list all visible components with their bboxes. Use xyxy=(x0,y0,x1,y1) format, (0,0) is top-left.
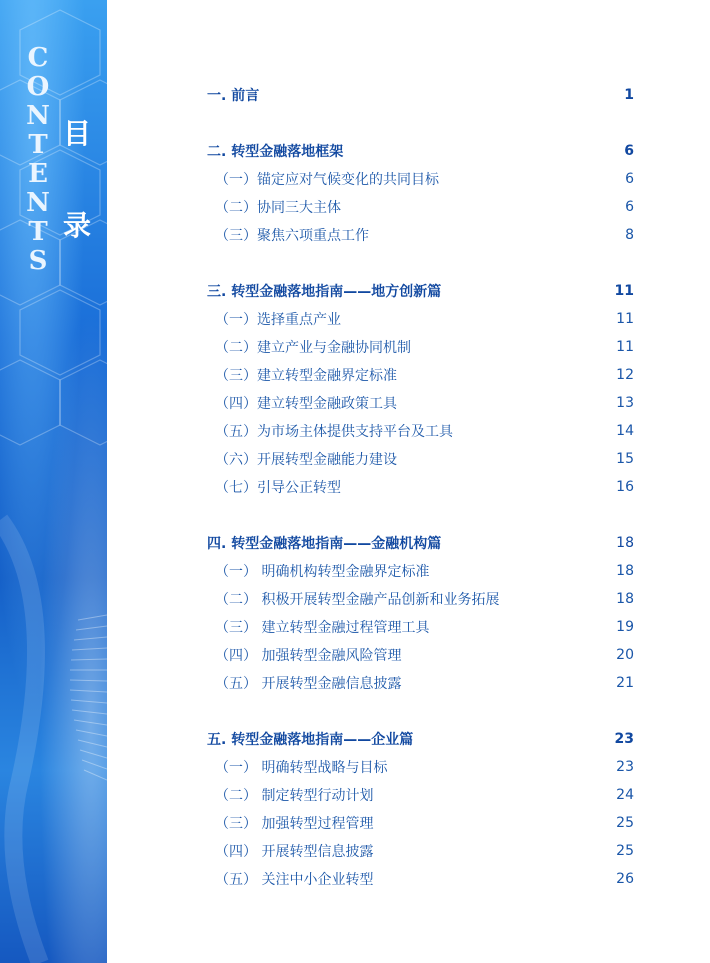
toc-entry-title: 二. 转型金融落地框架 xyxy=(207,144,344,160)
toc-subsection-item[interactable] xyxy=(207,840,637,862)
toc-entry-title: 五. 转型金融落地指南——企业篇 xyxy=(207,732,414,748)
toc-section-heading[interactable] xyxy=(207,84,637,106)
toc-entry-title: （二） 制定转型行动计划 xyxy=(215,788,374,804)
toc-subsection-item[interactable] xyxy=(207,196,637,218)
toc-page-number: 6 xyxy=(625,199,634,215)
toc-section-heading[interactable] xyxy=(207,280,637,302)
toc-entry-title: （六）开展转型金融能力建设 xyxy=(215,452,397,468)
toc-page-number: 23 xyxy=(616,759,634,775)
contents-chinese-bottom: 录 xyxy=(62,209,91,242)
toc-entry-title: 四. 转型金融落地指南——金融机构篇 xyxy=(207,536,442,552)
toc-page-number: 8 xyxy=(625,227,634,243)
toc-page-number: 24 xyxy=(616,787,634,803)
toc-page-number: 20 xyxy=(616,647,634,663)
toc-page-number: 18 xyxy=(616,591,634,607)
toc-entry-title: （四） 加强转型金融风险管理 xyxy=(215,648,402,664)
toc-entry-title: （三） 加强转型过程管理 xyxy=(215,816,374,832)
toc-entry-title: （二）建立产业与金融协同机制 xyxy=(215,340,411,356)
toc-page-number: 11 xyxy=(616,339,634,355)
toc-page-number: 11 xyxy=(614,283,634,299)
contents-english-label: CONTENTS xyxy=(26,43,50,276)
toc-section-heading[interactable] xyxy=(207,728,637,750)
toc-entry-title: （五）为市场主体提供支持平台及工具 xyxy=(215,424,453,440)
toc-subsection-item[interactable] xyxy=(207,308,637,330)
toc-entry-title: （四）建立转型金融政策工具 xyxy=(215,396,397,412)
toc-page-number: 12 xyxy=(616,367,634,383)
toc-entry-title: （五） 开展转型金融信息披露 xyxy=(215,676,402,692)
toc-page-number: 21 xyxy=(616,675,634,691)
toc-subsection-item[interactable] xyxy=(207,588,637,610)
toc-page-number: 16 xyxy=(616,479,634,495)
toc-entry-title: （一） 明确转型战略与目标 xyxy=(215,760,388,776)
toc-subsection-item[interactable] xyxy=(207,420,637,442)
toc-subsection-item[interactable] xyxy=(207,812,637,834)
toc-page-number: 15 xyxy=(616,451,634,467)
toc-page-number: 23 xyxy=(614,731,634,747)
toc-entry-title: （五） 关注中小企业转型 xyxy=(215,872,374,888)
toc-subsection-item[interactable] xyxy=(207,336,637,358)
toc-subsection-item[interactable] xyxy=(207,476,637,498)
toc-page-number: 18 xyxy=(616,535,634,551)
toc-page-number: 26 xyxy=(616,871,634,887)
toc-page-number: 6 xyxy=(625,171,634,187)
toc-page-number: 11 xyxy=(616,311,634,327)
toc-section-heading[interactable] xyxy=(207,140,637,162)
toc-subsection-item[interactable] xyxy=(207,364,637,386)
toc-entry-title: （一）锚定应对气候变化的共同目标 xyxy=(215,172,439,188)
toc-page-number: 25 xyxy=(616,815,634,831)
toc-entry-title: （四） 开展转型信息披露 xyxy=(215,844,374,860)
toc-entry-title: （七）引导公正转型 xyxy=(215,480,341,496)
toc-entry-title: （二）协同三大主体 xyxy=(215,200,341,216)
toc-subsection-item[interactable] xyxy=(207,672,637,694)
toc-entry-title: （一） 明确机构转型金融界定标准 xyxy=(215,564,430,580)
toc-subsection-item[interactable] xyxy=(207,168,637,190)
toc-subsection-item[interactable] xyxy=(207,224,637,246)
toc-page-number: 13 xyxy=(616,395,634,411)
toc-subsection-item[interactable] xyxy=(207,560,637,582)
toc-subsection-item[interactable] xyxy=(207,616,637,638)
toc-subsection-item[interactable] xyxy=(207,756,637,778)
toc-page-number: 25 xyxy=(616,843,634,859)
toc-subsection-item[interactable] xyxy=(207,868,637,890)
toc-entry-title: 三. 转型金融落地指南——地方创新篇 xyxy=(207,284,442,300)
toc-page-number: 6 xyxy=(624,143,634,159)
toc-entry-title: 一. 前言 xyxy=(207,88,260,104)
toc-page-number: 1 xyxy=(624,87,634,103)
toc-subsection-item[interactable] xyxy=(207,448,637,470)
contents-chinese-top: 目 xyxy=(62,117,91,150)
toc-section-heading[interactable] xyxy=(207,532,637,554)
toc-page-number: 18 xyxy=(616,563,634,579)
toc-entry-title: （三）聚焦六项重点工作 xyxy=(215,228,369,244)
toc-subsection-item[interactable] xyxy=(207,644,637,666)
toc-page-number: 14 xyxy=(616,423,634,439)
toc-subsection-item[interactable] xyxy=(207,392,637,414)
toc-entry-title: （一）选择重点产业 xyxy=(215,312,341,328)
toc-page-number: 19 xyxy=(616,619,634,635)
toc-entry-title: （三） 建立转型金融过程管理工具 xyxy=(215,620,430,636)
toc-entry-title: （二） 积极开展转型金融产品创新和业务拓展 xyxy=(215,592,500,608)
toc-entry-title: （三）建立转型金融界定标准 xyxy=(215,368,397,384)
toc-subsection-item[interactable] xyxy=(207,784,637,806)
